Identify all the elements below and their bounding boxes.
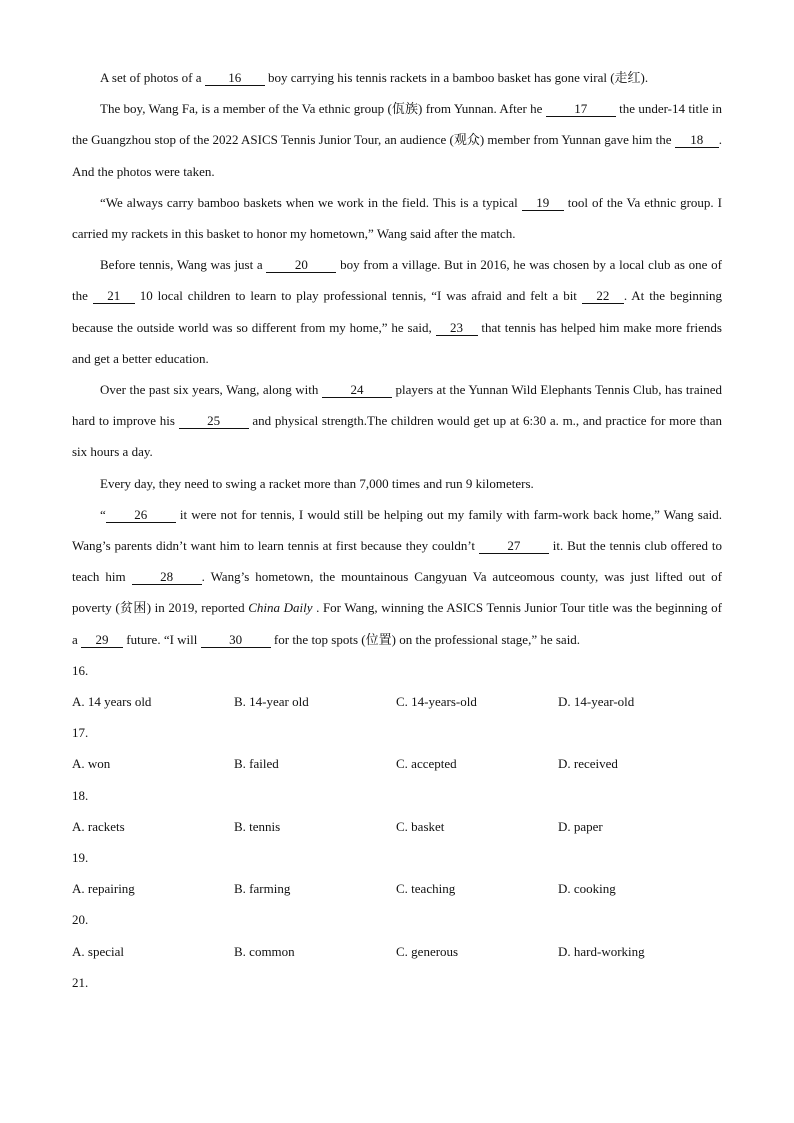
text: it. But the tennis club offered to teach him (72, 538, 722, 585)
question-number: 17. (72, 725, 89, 741)
option-d[interactable]: D. 14-year-old (558, 694, 635, 710)
text: Before tennis, Wang was just a (100, 257, 267, 273)
option-d[interactable]: D. hard-working (558, 943, 645, 959)
blank-18: 18 (675, 132, 719, 148)
question-number: 18. (72, 787, 89, 803)
text: 10 local children to learn to play professional tennis, “I was afraid and felt a bit (134, 288, 582, 304)
paragraph-7 (72, 499, 722, 655)
paragraph-4 (72, 249, 722, 374)
option-a[interactable]: A. 14 years old (72, 694, 152, 710)
text: . Wang’s hometown, the mountainous Cangyuan Va autceomous county, was just lifted out of poverty (贫困) in 2019, reported (72, 569, 722, 616)
paragraph-3 (72, 187, 722, 249)
text: . At the beginning because the outside world was so different from my home,” he said, (72, 288, 722, 335)
blank-22: 22 (582, 288, 624, 304)
blank-30: 30 (201, 632, 271, 648)
paragraph-1 (72, 62, 722, 93)
text: . For Wang, winning the ASICS Tennis Junior Tour title was the beginning of a (72, 600, 722, 647)
text: Every day, they need to swing a racket more than 7,000 times and run 9 kilometers. (100, 475, 534, 491)
option-b[interactable]: B. 14-year old (234, 694, 309, 710)
option-b[interactable]: B. farming (234, 881, 291, 897)
text: “We always carry bamboo baskets when we work in the field. This is a typical (100, 194, 522, 210)
question-number: 16. (72, 662, 89, 678)
option-b[interactable]: B. tennis (234, 818, 281, 834)
question-list (72, 655, 722, 998)
text: “ (100, 506, 106, 522)
blank-17: 17 (546, 101, 616, 117)
option-a[interactable]: A. special (72, 943, 124, 959)
option-row (72, 686, 722, 717)
text: A set of photos of a (100, 70, 205, 85)
text: and physical strength.The children would get up at 6:30 a. m., and practice for more than six hours a day. (72, 413, 722, 460)
blank-28: 28 (132, 569, 202, 585)
blank-24: 24 (322, 382, 392, 398)
option-a[interactable]: A. won (72, 756, 111, 772)
question-number: 20. (72, 912, 89, 928)
newspaper-name: China Daily (248, 600, 313, 616)
paragraph-6 (72, 468, 722, 499)
blank-25: 25 (179, 413, 249, 429)
text: boy carrying his tennis rackets in a bamboo basket has gone viral (走红). (264, 70, 649, 85)
text: for the top spots (位置) on the professional stage,” he said. (270, 631, 581, 647)
text: players at the Yunnan Wild Elephants Tennis Club, has trained hard to improve his (72, 382, 723, 429)
option-c[interactable]: C. accepted (396, 756, 457, 772)
blank-19: 19 (522, 195, 564, 211)
text: The boy, Wang Fa, is a member of the Va ethnic group (佤族) from Yunnan. After he (100, 101, 546, 117)
option-row (72, 936, 722, 967)
text: it were not for tennis, I would still be helping out my family with farm-work back home,” Wang said. Wang’s parents didn’t want him to learn tennis at first because they couldn’t (72, 506, 722, 554)
option-d[interactable]: D. cooking (558, 881, 616, 897)
blank-29: 29 (81, 632, 123, 648)
blank-16: 16 (205, 70, 265, 86)
option-c[interactable]: C. 14-years-old (396, 694, 477, 710)
text: boy from a village. But in 2016, he was chosen by a local club as one of the (72, 257, 722, 304)
paragraph-5 (72, 374, 722, 468)
text: . And the photos were taken. (72, 132, 722, 179)
option-c[interactable]: C. teaching (396, 881, 456, 897)
document-page (72, 62, 722, 998)
blank-23: 23 (436, 320, 478, 336)
blank-21: 21 (93, 288, 135, 304)
option-row (72, 873, 722, 904)
text: tool of the Va ethnic group. I carried my rackets in this basket to honor my hometown,” Wang said after the match. (72, 194, 722, 242)
blank-27: 27 (479, 538, 549, 554)
option-d[interactable]: D. received (558, 756, 618, 772)
text: Over the past six years, Wang, along with (100, 382, 322, 398)
option-a[interactable]: A. repairing (72, 881, 135, 897)
option-a[interactable]: A. rackets (72, 818, 125, 834)
text: future. “I will (123, 631, 201, 647)
option-c[interactable]: C. basket (396, 818, 445, 834)
option-b[interactable]: B. failed (234, 756, 279, 772)
option-c[interactable]: C. generous (396, 943, 459, 959)
blank-26: 26 (106, 507, 176, 523)
option-row (72, 811, 722, 842)
text: that tennis has helped him make more friends and get a better education. (72, 319, 722, 366)
question-number: 19. (72, 850, 89, 866)
option-b[interactable]: B. common (234, 943, 295, 959)
option-d[interactable]: D. paper (558, 818, 603, 834)
text: the under-14 title in the Guangzhou stop of the 2022 ASICS Tennis Junior Tour, an audience (观众) member from Yunnan gave him the (72, 101, 722, 148)
option-row (72, 748, 722, 779)
blank-20: 20 (266, 257, 336, 273)
paragraph-2 (72, 93, 722, 187)
question-number: 21. (72, 974, 89, 990)
